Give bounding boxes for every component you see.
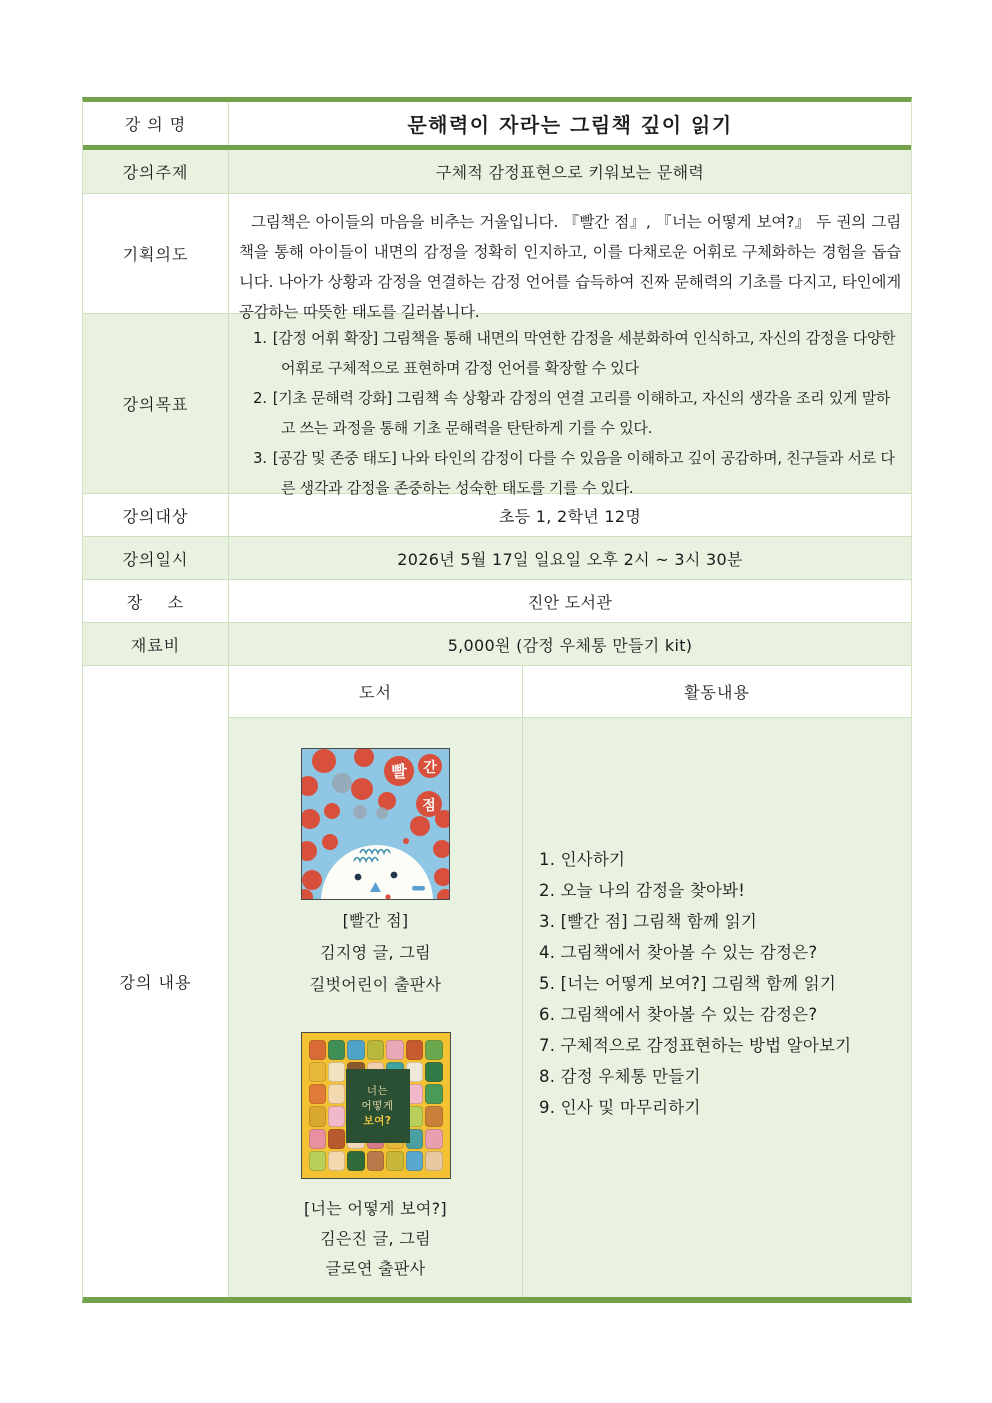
goal-number: 2. [253,389,267,407]
book2-title: [너는 어떻게 보여?] [304,1199,447,1218]
cover-tile [328,1040,345,1060]
goal-text: [기초 문해력 강화] 그림책 속 상황과 감정의 연결 고리를 이해하고, 자신의 생각을 조리 있게 말하고 쓰는 과정을 통해 기초 문해력을 탄탄하게 기를 수 있다. [272,389,891,437]
cover-tile [328,1151,345,1171]
activity-item: 5. [너는 어떻게 보여?] 그림책 함께 읽기 [539,974,836,993]
activities-list [523,718,911,1297]
cover-tile [309,1040,326,1060]
cover-tile [309,1106,326,1126]
goal-item [241,383,903,443]
cover-tile [386,1151,403,1171]
books-column-header: 도서 [229,666,523,717]
row-location [83,579,911,622]
books-column [229,718,523,1297]
goal-number: 3. [253,449,267,467]
goals-list [229,314,911,497]
lecture-content-area [229,666,911,1297]
cover-tile [309,1084,326,1104]
book-cover-red-dot-image [301,748,450,900]
cover-tile [347,1151,364,1171]
cover-title-char: 점 [422,798,436,814]
row-label: 강의목표 [83,314,229,493]
row-lecture-topic [83,150,911,193]
row-date-time [83,536,911,579]
cover-tile [328,1062,345,1082]
activity-item: 6. 그림책에서 찾아볼 수 있는 감정은? [539,1005,818,1024]
cover-tile [367,1151,384,1171]
book2-caption [304,1194,447,1284]
row-label: 강 의 명 [83,102,229,145]
book2-publisher: 글로연 출판사 [325,1259,426,1278]
cover-tile [386,1040,403,1060]
content-column-headers [229,666,911,718]
row-label: 강의주제 [83,150,229,193]
cover-tile [406,1040,423,1060]
activity-item: 2. 오늘 나의 감정을 찾아봐! [539,881,746,900]
cover-tile [328,1129,345,1149]
activity-item: 8. 감정 우체통 만들기 [539,1067,701,1086]
cover-tile [309,1129,326,1149]
cover-title-line: 어떻게 [361,1099,394,1112]
target-audience: 초등 1, 2학년 12명 [498,506,642,526]
goal-text: [공감 및 존중 태도] 나와 타인의 감정이 다를 수 있음을 이해하고 깊이 공감하며, 친구들과 서로 다른 생각과 감정을 존중하는 성숙한 태도를 기를 수 있다. [272,449,895,497]
lecture-title: 문해력이 자라는 그림책 깊이 읽기 [407,113,733,137]
cover-tile [309,1151,326,1171]
book1-title: [빨간 점] [342,911,409,930]
material-fee: 5,000원 (감정 우체통 만들기 kit) [447,635,693,655]
row-lecture-goals [83,313,911,497]
cover-tile [425,1129,442,1149]
activity-item: 4. 그림책에서 찾아볼 수 있는 감정은? [539,943,818,962]
row-lecture-content [83,665,911,1297]
row-label: 강의일시 [83,537,229,579]
activity-item: 1. 인사하기 [539,850,626,869]
book1-publisher: 길벗어린이 출판사 [309,975,442,994]
row-label: 기획의도 [83,194,229,313]
cover-tile [367,1040,384,1060]
cover-tile [347,1040,364,1060]
planning-intent-text: 그림책은 아이들의 마음을 비추는 거울입니다. 『빨간 점』, 『너는 어떻게 보여?』 두 권의 그림책을 통해 아이들이 내면의 감정을 정확히 인지하고, 이를 다채로운 어휘로 구체화하는 경험을 돕습니다. 나아가 상황과 감정을 연결하는 감정 언어를 습득하여 진짜 문해력의 기초를 다지고, 타인에게 공감하는 따뜻한 태도를 길러봅니다. [239,213,901,321]
activities-column-header: 활동내용 [684,683,750,702]
book1-author: 김지영 글, 그림 [320,943,431,962]
row-label: 강의대상 [83,494,229,536]
lecture-location: 진안 도서관 [527,592,613,612]
lecture-plan-table [82,97,912,1303]
cover-title-char: 빨 [391,762,407,781]
row-material-fee [83,622,911,665]
red-dot-cover-illustration [302,749,449,899]
goal-item [241,323,903,383]
activity-item: 9. 인사 및 마무리하기 [539,1098,701,1117]
row-label: 강의 내용 [83,666,229,1297]
cover-tile [328,1106,345,1126]
cover-tile [406,1151,423,1171]
row-lecture-name [83,102,911,150]
lecture-datetime: 2026년 5월 17일 일요일 오후 2시 ~ 3시 30분 [397,549,743,569]
goal-number: 1. [253,329,267,347]
goal-text: [감정 어휘 확장] 그림책을 통해 내면의 막연한 감정을 세분화하여 인식하고, 자신의 감정을 다양한 어휘로 구체적으로 표현하며 감정 언어를 확장할 수 있다 [272,329,896,377]
book1-caption [310,905,441,1001]
cover2-title-panel [346,1069,410,1143]
lecture-topic: 구체적 감정표현으로 키워보는 문해력 [435,163,705,182]
activity-item: 3. [빨간 점] 그림책 함께 읽기 [539,912,758,931]
cover-tile [425,1084,442,1104]
cover-tile [425,1062,442,1082]
row-label: 재료비 [83,623,229,665]
row-target-audience [83,493,911,536]
content-body [229,718,911,1297]
cover-tile [425,1151,442,1171]
cover-title-line: 보여? [363,1114,392,1127]
activity-item: 7. 구체적으로 감정표현하는 방법 알아보기 [539,1036,852,1055]
cover-tile [328,1084,345,1104]
row-planning-intent [83,193,911,321]
cover-tile [425,1106,442,1126]
book2-author: 김은진 글, 그림 [320,1229,431,1248]
cover-title-line: 너는 [366,1084,389,1097]
cover-title-char: 간 [423,760,437,776]
book-cover-how-do-you-see-image [301,1032,451,1179]
cover-tile [425,1040,442,1060]
cover-tile [309,1062,326,1082]
row-label: 장 소 [83,580,229,622]
